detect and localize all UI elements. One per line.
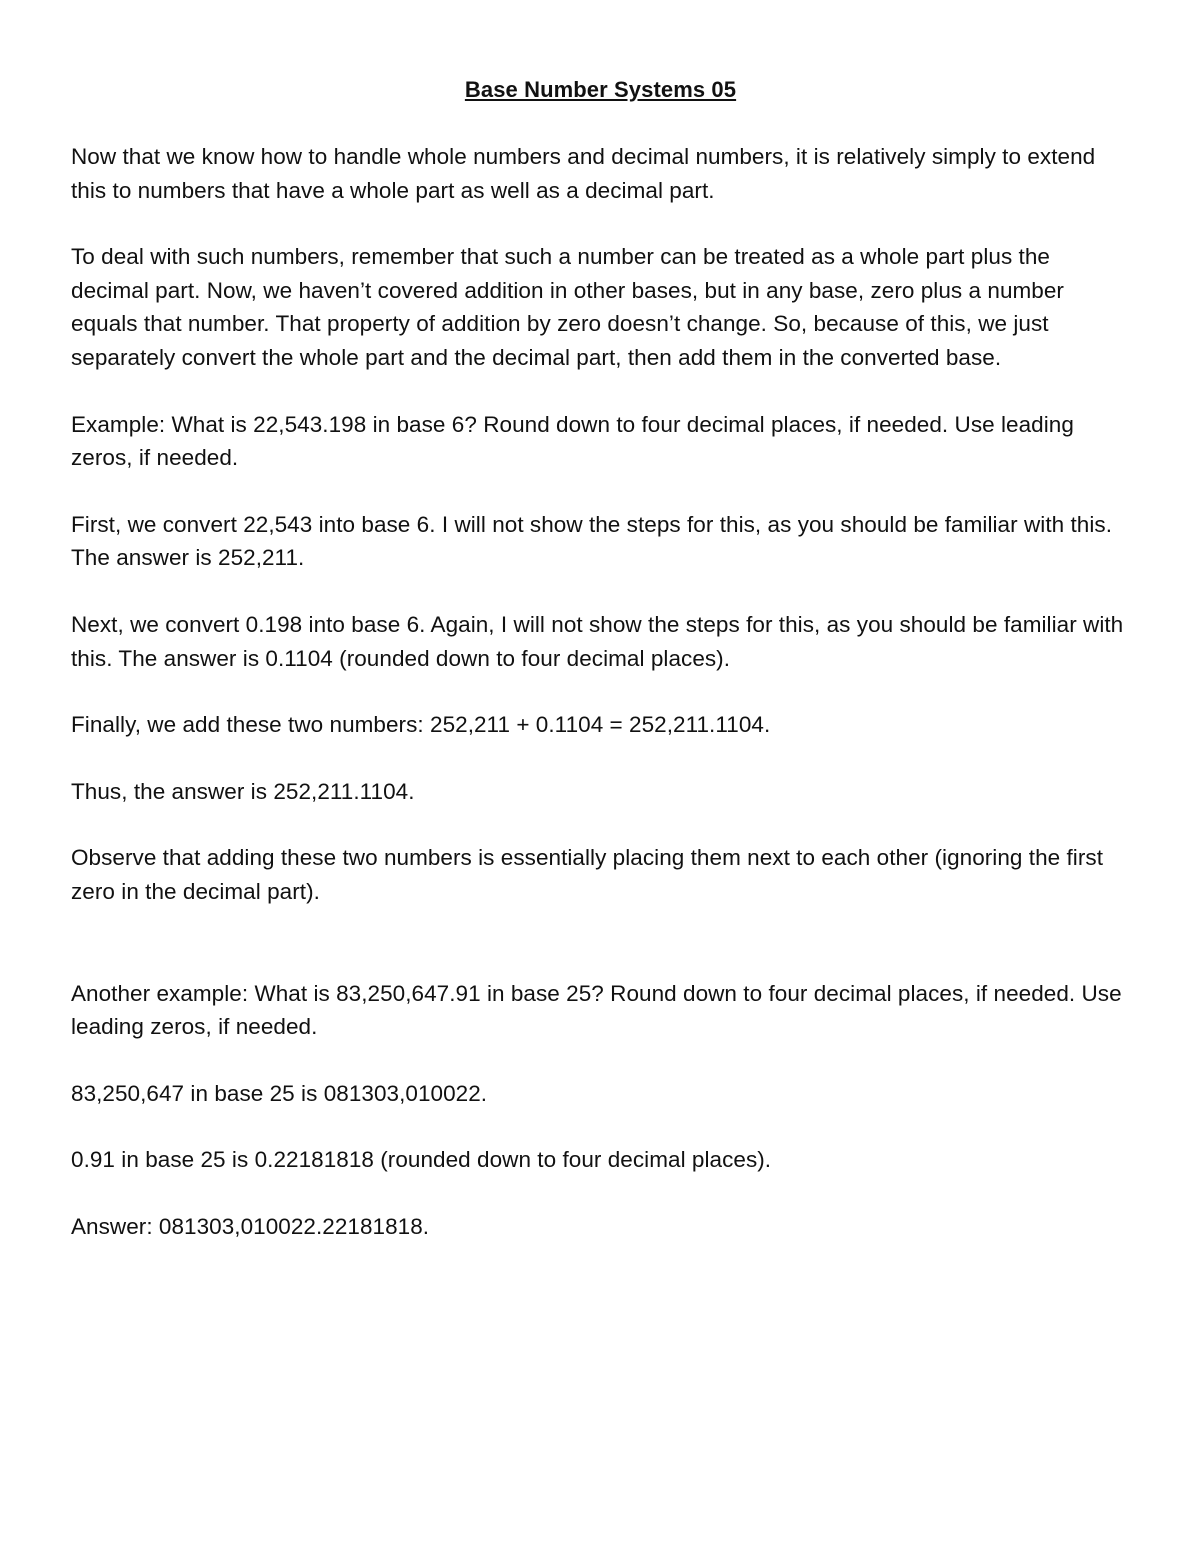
document-title: Base Number Systems 05	[464, 77, 737, 102]
paragraph-second-example-question: Another example: What is 83,250,647.91 in base 25? Round down to four decimal places, if needed. Use leading zeros, if needed.	[71, 980, 1122, 1040]
paragraph-observation: Observe that adding these two numbers is essentially placing them next to each other (ignoring the first zero in the decimal part).	[71, 845, 1104, 904]
paragraph-second-decimal-part: 0.91 in base 25 is 0.22181818 (rounded down to four decimal places).	[71, 1147, 772, 1173]
paragraph-example-answer: Thus, the answer is 252,211.1104.	[71, 778, 415, 804]
paragraph-explanation: To deal with such numbers, remember that such a number can be treated as a whole part plus the decimal part. Now, we haven’t covered addition in other bases, but in any base, zero plus a number equals that number. That property of addition by zero doesn’t change. So, because of this, we just separately convert the whole part and the decimal part, then add them in the converted base.	[71, 244, 1064, 370]
paragraph-decimal-part-step: Next, we convert 0.198 into base 6. Again, I will not show the steps for this, as you should be familiar with this. The answer is 0.1104 (rounded down to four decimal places).	[71, 611, 1124, 671]
paragraph-second-answer: Answer: 081303,010022.22181818.	[71, 1213, 430, 1239]
paragraph-second-whole-part: 83,250,647 in base 25 is 081303,010022.	[71, 1080, 488, 1106]
paragraph-example-question: Example: What is 22,543.198 in base 6? Round down to four decimal places, if needed. Use leading zeros, if needed.	[71, 411, 1074, 471]
paragraph-addition-step: Finally, we add these two numbers: 252,211 + 0.1104 = 252,211.1104.	[71, 712, 771, 738]
paragraph-whole-part-step: First, we convert 22,543 into base 6. I will not show the steps for this, as you should be familiar with this. The answer is 252,211.	[71, 511, 1112, 571]
paragraph-intro: Now that we know how to handle whole numbers and decimal numbers, it is relatively simply to extend this to numbers that have a whole part as well as a decimal part.	[71, 144, 1096, 203]
